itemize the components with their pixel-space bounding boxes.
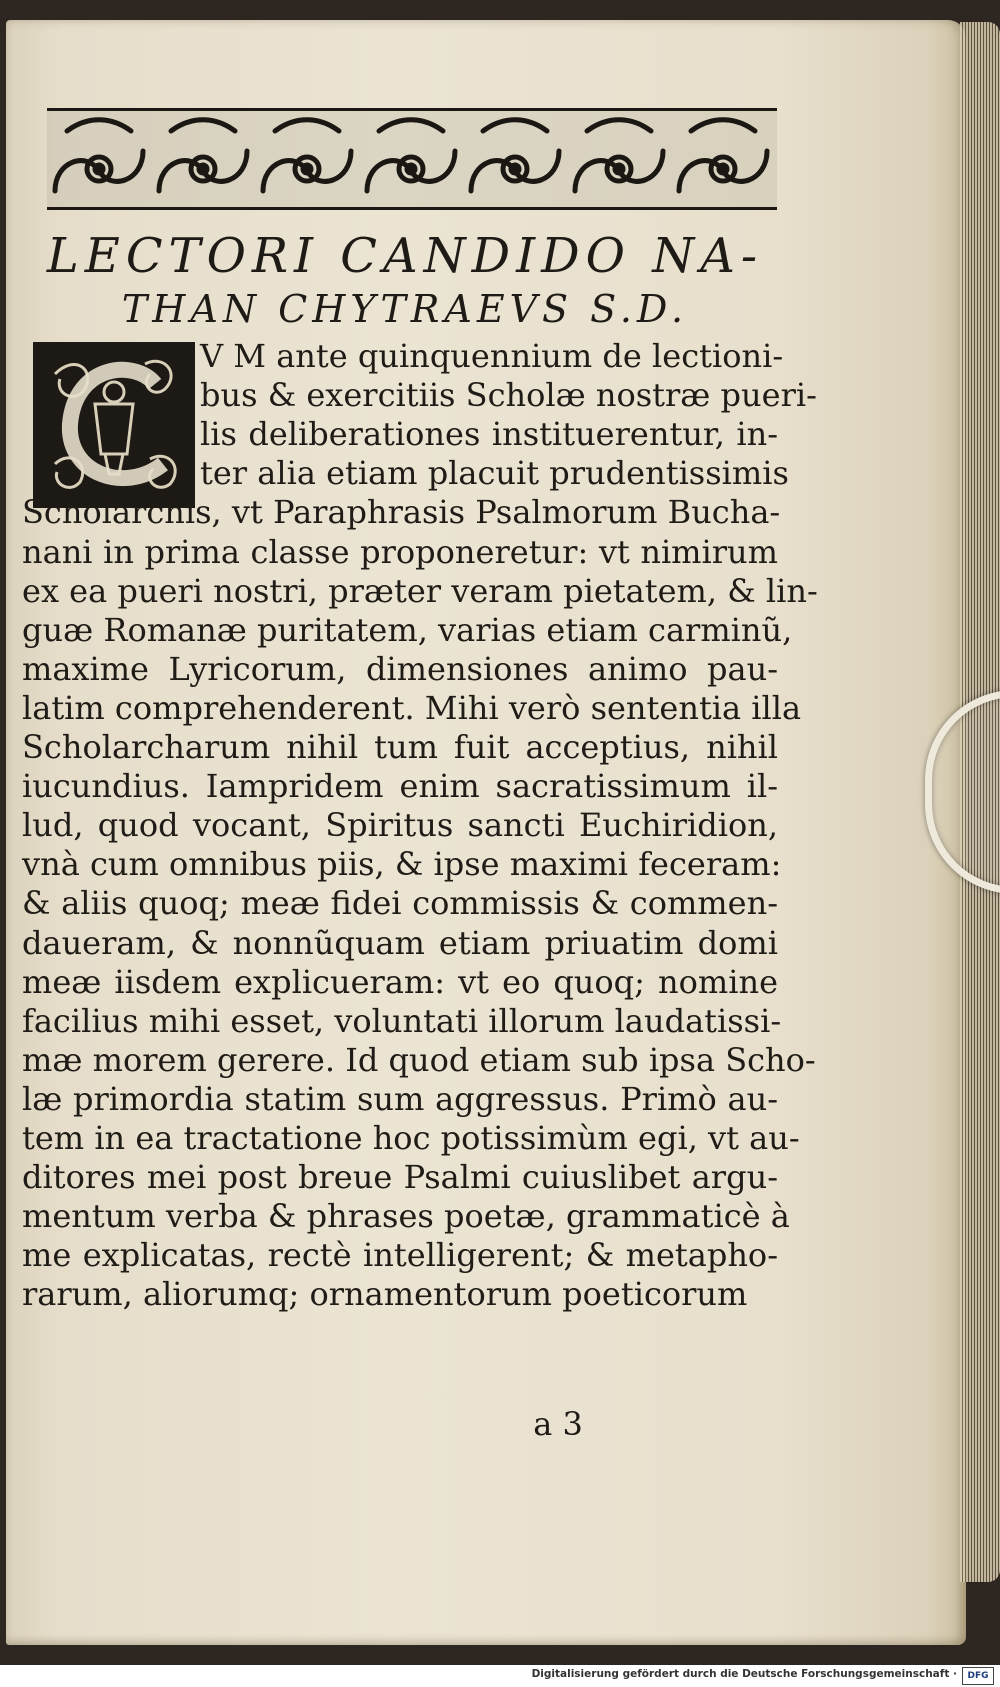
heading-line-1: LECTORI CANDIDO NA- [46,228,764,284]
text-line: Scholarcharum nihil tum fuit acceptius, nihil [22,728,778,766]
text-line: nani in prima classe proponeretur: vt nimirum [22,532,778,571]
text-line: latim comprehenderent. Mihi verò sententia illa [22,688,802,727]
text-line: maxime Lyricorum, dimensiones animo pau- [22,649,778,688]
text-line: Scholarchis, vt Paraphrasis Psalmorum Bucha- [22,493,781,532]
text-line: ter alia etiam placuit prudentissimis [200,454,789,493]
header-ornament-svg [47,111,777,207]
text-line: lud, quod vocant, Spiritus sancti Euchiridion, [22,806,778,845]
text-line: bus & exercitiis Scholæ nostræ pueri- [200,376,817,415]
text-line: meæ iisdem explicueram: vt eo quoq; nomine [22,962,778,1001]
footer-credit: Digitalisierung gefördert durch die Deutsche Forschungsgemeinschaft · [531,1668,957,1680]
text-line: facilius mihi esset, voluntati illorum laudatissi- [22,1001,782,1040]
heading-line-2: THAN CHYTRAEVS S.D. [121,287,689,331]
text-line: læ primordia statim sum aggressus. Primò au- [22,1079,778,1118]
text-line: me explicatas, rectè intelligerent; & metapho- [22,1236,778,1275]
text-line: ditores mei post breue Psalmi cuiuslibet argu- [22,1158,778,1197]
ornamental-header-band-icon [47,108,777,210]
signature-mark: a 3 [533,1405,583,1443]
text-line: vnà cum omnibus piis, & ipse maximi feceram: [22,845,782,884]
text-line: mentum verba & phrases poetæ, grammaticè à [22,1197,790,1236]
text-line: ex ea pueri nostri, præter veram pietatem, & lin- [22,571,818,610]
text-line: V M ante quinquennium de lectioni- [200,337,784,375]
text-line: tem in ea tractatione hoc potissimùm egi, vt au- [22,1119,800,1157]
text-line: lis deliberationes instituerentur, in- [200,415,778,454]
dfg-logo-icon: DFG [962,1667,994,1685]
text-line: iucundius. Iampridem enim sacratissimum il- [22,767,778,806]
decorated-initial-c-icon [33,342,195,508]
text-line: mæ morem gerere. Id quod etiam sub ipsa Scho- [22,1040,816,1079]
text-line: & aliis quoq; meæ fidei commissis & commen- [22,884,778,923]
text-line: rarum, aliorumq; ornamentorum poeticorum [22,1275,748,1314]
text-line: daueram, & nonnũquam etiam priuatim domi [22,923,778,962]
text-line: guæ Romanæ puritatem, varias etiam carminũ, [22,610,793,649]
